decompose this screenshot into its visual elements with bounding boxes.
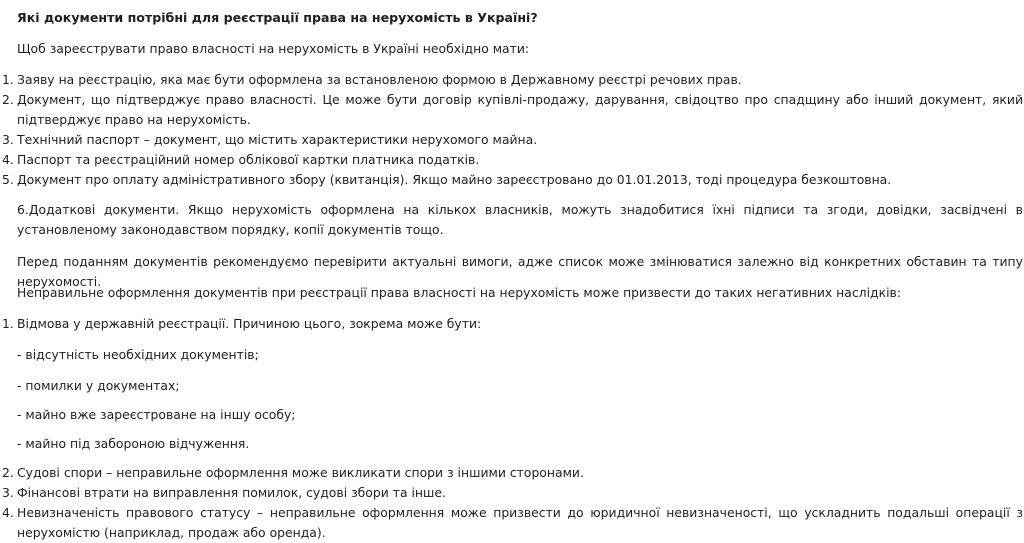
intro-paragraph: Щоб зареєструвати право власності на нерухомість в Україні необхідно мати: xyxy=(17,41,530,56)
consequences-list-first xyxy=(0,314,1023,334)
list-number: 5. xyxy=(2,172,14,187)
reason-item: - помилки у документах; xyxy=(17,378,180,393)
list-item-text: Документ про оплату адміністративного збору (квитанція). Якщо майно зареєстровано до 01.01.2013, тоді процедура безкоштовна. xyxy=(17,172,892,187)
list-number: 2. xyxy=(2,92,14,107)
consequences-list-rest xyxy=(0,463,1023,543)
consequences-intro-paragraph: Неправильне оформлення документів при реєстрації права власності на нерухомість може призвести до таких негативних наслідків: xyxy=(17,285,901,300)
list-number: 1. xyxy=(2,72,14,87)
recommendation-paragraph: Перед поданням документів рекомендуємо перевірити актуальні вимоги, адже список може змінюватися залежно від конкретних обставин та типу нерухомості. xyxy=(17,254,1023,289)
list-item-text: Паспорт та реєстраційний номер облікової картки платника податків. xyxy=(17,152,480,167)
list-item xyxy=(0,150,1023,170)
reason-item: - майно під забороною відчуження. xyxy=(17,436,250,451)
list-item-text: Документ, що підтверджує право власності. Це може бути договір купівлі-продажу, дарування, свідоцтво про спадщину або інший документ, який підтверджує право на нерухомість. xyxy=(17,92,1023,127)
list-item xyxy=(0,130,1023,150)
list-number: 4. xyxy=(2,152,14,167)
list-item-text: Судові спори – неправильне оформлення може викликати спори з іншими сторонами. xyxy=(17,465,584,480)
list-item-text: Невизначеність правового статусу – неправильне оформлення може призвести до юридичної невизначеності, що ускладнить подальші операції з нерухомістю (наприклад, продаж або оренда). xyxy=(17,505,1023,540)
list-item xyxy=(0,503,1023,543)
list-item xyxy=(0,90,1023,130)
article-title: Які документи потрібні для реєстрації права на нерухомість в Україні? xyxy=(17,10,538,25)
additional-documents-paragraph: 6.Додаткові документи. Якщо нерухомість оформлена на кількох власників, можуть знадобитися їхні підписи та згоди, довідки, засвідчені в установленому законодавством порядку, копії документів тощо. xyxy=(17,202,1023,237)
list-item xyxy=(0,483,1023,503)
list-item-text: Фінансові втрати на виправлення помилок, судові збори та інше. xyxy=(17,485,446,500)
list-item xyxy=(0,463,1023,483)
list-number: 3. xyxy=(2,485,14,500)
list-number: 3. xyxy=(2,132,14,147)
reason-item: - відсутність необхідних документів; xyxy=(17,347,259,362)
reason-item: - майно вже зареєстроване на іншу особу; xyxy=(17,407,296,422)
list-item xyxy=(0,170,1023,190)
list-number: 2. xyxy=(2,465,14,480)
list-item-text: Відмова у державній реєстрації. Причиною цього, зокрема може бути: xyxy=(17,316,482,331)
list-item xyxy=(0,70,1023,90)
documents-list xyxy=(0,70,1023,190)
list-number: 4. xyxy=(2,505,14,520)
list-item xyxy=(0,314,1023,334)
list-number: 1. xyxy=(2,316,14,331)
list-item-text: Технічний паспорт – документ, що містить характеристики нерухомого майна. xyxy=(17,132,538,147)
list-item-text: Заяву на реєстрацію, яка має бути оформлена за встановленою формою в Державному реєстрі речових прав. xyxy=(17,72,742,87)
